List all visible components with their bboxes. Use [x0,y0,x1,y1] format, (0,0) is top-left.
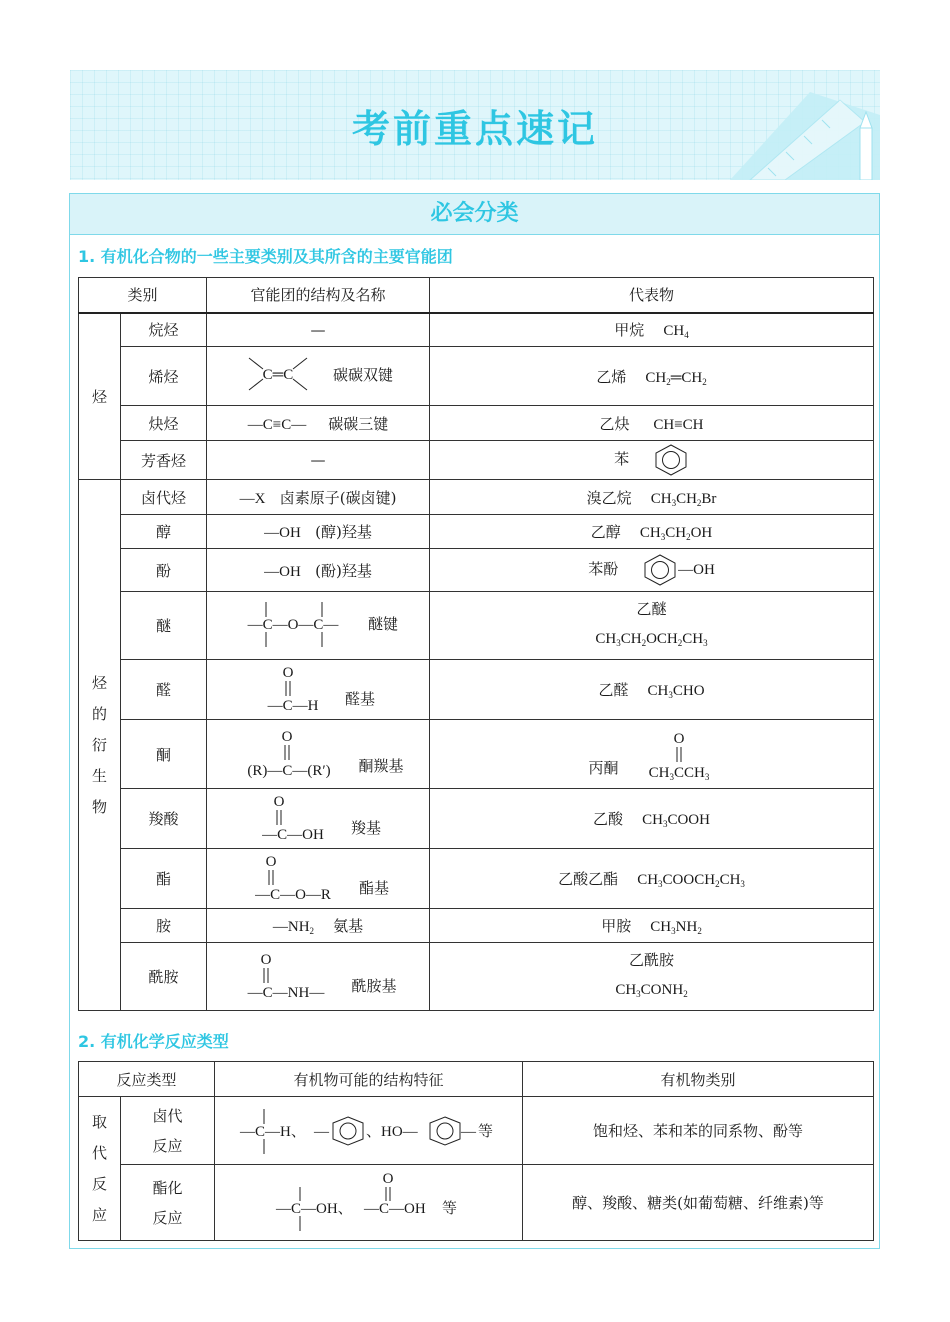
rep-formula: $CH_3CHO$ [647,683,705,700]
svg-text:CH3CCH3: $CH_3CCH_3$ [648,765,709,782]
header-group: 官能团的结构及名称 [207,278,430,313]
category-cell: 酯 [121,849,207,909]
table-row [79,592,874,660]
table-row [79,660,874,720]
group-cell [207,549,430,592]
representative-cell [430,441,874,480]
group-substitution: 取 代 反 应 [79,1097,121,1241]
group-derivatives: 烃 的 衍 生 物 [79,480,121,1011]
ether-group-structure [238,596,348,652]
rep-formula: $CH_2═CH_2$ [645,369,707,387]
representative-cell [430,849,874,909]
representative-cell [430,515,874,549]
table-row [79,1097,874,1165]
panel-title: 必会分类 [70,194,879,235]
table-row [79,549,874,592]
representative-cell [430,480,874,515]
rep-name: 乙醛 [598,681,629,699]
group-formula: —C≡C— [247,416,307,433]
rep-name: 苯 [614,450,630,468]
group-formula: —OH [264,563,301,580]
table-row [79,720,874,789]
rep-name: 乙炔 [599,414,630,433]
section1-title: 1. 有机化合物的一些主要类别及其所含的主要官能团 [78,247,453,266]
header-category: 类别 [79,278,207,313]
rep-name: 乙酸乙酯 [558,870,619,888]
category-cell: 醇 [121,515,207,549]
rep-name: 乙烯 [596,367,627,386]
representative-cell [430,347,874,406]
group-name: 氨基 [333,917,364,935]
table-row [79,515,874,549]
reaction-type-table [78,1061,874,1241]
group-cell [207,909,430,943]
rep-name: 乙酰胺 [629,950,675,969]
group-formula: —X [239,490,266,507]
ruler-pencil-illustration [690,70,880,180]
rep-formula: $CH_3CH_2OH$ [639,525,713,542]
rep-formula: $CH_3CH_2Br$ [650,490,717,508]
svg-text:等: 等 [477,1123,493,1140]
header-representative: 代表物 [430,278,874,313]
rep-name: 甲烷 [614,321,645,340]
group-cell [207,592,430,660]
group-name: 醚键 [368,615,399,633]
group-name: 酯基 [359,879,390,897]
group-hydrocarbon: 烃 [79,313,121,480]
phenol-ring-icon [642,553,678,587]
representative-cell [430,313,874,347]
header-structure: 有机物可能的结构特征 [215,1062,523,1097]
category-cell: 酚 [121,549,207,592]
table-row [79,347,874,406]
group-name: (酚)羟基 [315,561,372,580]
svg-text:O: O [282,664,294,681]
halogenation-structures [240,1103,498,1159]
svg-text:、HO—: 、HO— [365,1123,418,1140]
representative-cell [430,660,874,720]
group-name: 酮羰基 [358,756,404,775]
svg-text:—C—OH: —C—OH [363,1200,426,1217]
rep-formula: $CH_3NH_2$ [650,919,702,936]
svg-text:—C—H: —C—H [267,697,319,714]
representative-cell [430,549,874,592]
svg-text:C═C: C═C [262,367,294,383]
rep-formula: $CH_3COOH$ [642,812,710,829]
svg-text:O: O [382,1170,393,1187]
category-cell: 醇、羧酸、糖类(如葡萄糖、纤维素)等 [523,1165,874,1241]
svg-text:O: O [281,729,292,745]
svg-text:O: O [673,731,684,747]
category-cell: 烯烃 [121,347,207,406]
svg-text:—C—OH: —C—OH [262,826,324,843]
acetone-structure [643,726,715,782]
representative-cell [430,943,874,1011]
group-cell [207,720,430,789]
rep-formula: CH≡CH [653,416,704,433]
category-cell: 胺 [121,909,207,943]
rep-formula: $CH_3CH_2OCH_2CH_3$ [595,630,708,648]
category-cell: 卤代烃 [121,480,207,515]
representative-cell [430,592,874,660]
table-row [79,406,874,441]
group-name: 酰胺基 [351,977,397,995]
group-name: 羧基 [351,819,382,837]
representative-cell [430,909,874,943]
group-name: 碳碳三键 [328,414,389,433]
svg-text:O: O [273,793,285,810]
category-cell: 酰胺 [121,943,207,1011]
category-cell: 酮 [121,720,207,789]
svg-text:O: O [260,951,271,968]
category-cell: 羧酸 [121,789,207,849]
header-reaction-type: 反应类型 [79,1062,215,1097]
table-row [79,1165,874,1241]
structure-cell [215,1165,523,1241]
table-row [79,480,874,515]
group-cell [207,347,430,406]
svg-text:O: O [265,853,277,870]
category-cell: 醚 [121,592,207,660]
group-name: (醇)羟基 [315,523,372,541]
category-cell: 炔烃 [121,406,207,441]
group-cell [207,660,430,720]
svg-text:—: — [460,1123,476,1140]
rep-name: 甲胺 [601,917,632,935]
rep-name: 溴乙烷 [586,488,632,507]
svg-text:—C—O—R: —C—O—R [255,886,331,903]
group-cell [207,480,430,515]
esterification-structures [276,1171,462,1235]
page-banner [70,70,880,180]
benzene-ring-icon [653,443,689,477]
table-row [79,849,874,909]
category-cell: 醛 [121,660,207,720]
rep-name: 乙酸 [593,810,624,828]
group-name: 卤素原子(碳卤键) [279,488,397,507]
ester-group-structure [247,851,339,903]
group-name: 醛基 [345,690,376,708]
svg-text:等: 等 [441,1200,457,1217]
table-row [79,441,874,480]
amide-group-structure [240,949,332,1001]
reaction-type-cell: 酯化 反应 [121,1165,215,1241]
structure-cell [215,1097,523,1165]
banner-title: 考前重点速记 [351,107,598,151]
rep-name: 乙醇 [590,523,621,541]
reaction-type-cell: 卤代 反应 [121,1097,215,1165]
table-row [79,943,874,1011]
rep-formula: $CH_3CONH_2$ [615,981,688,999]
aldehyde-group-structure [261,662,325,714]
rep-name: 丙酮 [588,758,619,777]
header-category: 有机物类别 [523,1062,874,1097]
svg-text:—C—OH、: —C—OH、 [275,1200,353,1217]
rep-name: 乙醚 [636,599,667,618]
group-cell: — [207,441,430,480]
svg-text:—C—H、: —C—H、 [239,1123,306,1140]
svg-text:—C—O—C—: —C—O—C— [247,616,339,633]
carboxyl-group-structure [255,791,331,843]
category-cell: 烷烃 [121,313,207,347]
table-header-row [79,1062,874,1097]
group-cell [207,849,430,909]
section2-title: 2. 有机化学反应类型 [78,1032,229,1051]
group-cell [207,515,430,549]
representative-cell [430,720,874,789]
table-header-row [79,278,874,313]
svg-text:(R)—C—(R′): (R)—C—(R′) [246,763,331,779]
group-cell [207,406,430,441]
group-cell [207,943,430,1011]
rep-formula: $CH_4$ [663,323,689,341]
group-cell [207,789,430,849]
representative-cell [430,789,874,849]
rep-formula: $CH_3COOCH_2CH_3$ [637,872,745,889]
representative-cell [430,406,874,441]
svg-text:—: — [313,1123,329,1140]
rep-name: 苯酚 [588,560,619,578]
group-name: 碳碳双键 [333,365,394,384]
group-cell: — [207,313,430,347]
category-cell: 饱和烃、苯和苯的同系物、酚等 [523,1097,874,1165]
category-cell: 芳香烃 [121,441,207,480]
group-formula: $—NH_2$ [272,919,315,936]
group-formula: —OH [264,525,301,541]
svg-text:—C—NH—: —C—NH— [247,984,324,1001]
alkene-group-structure [243,352,313,396]
ketone-group-structure [233,724,345,780]
table-row [79,909,874,943]
table-row [79,313,874,347]
functional-group-table [78,277,874,1011]
rep-formula: —OH [678,562,715,578]
table-row [79,789,874,849]
